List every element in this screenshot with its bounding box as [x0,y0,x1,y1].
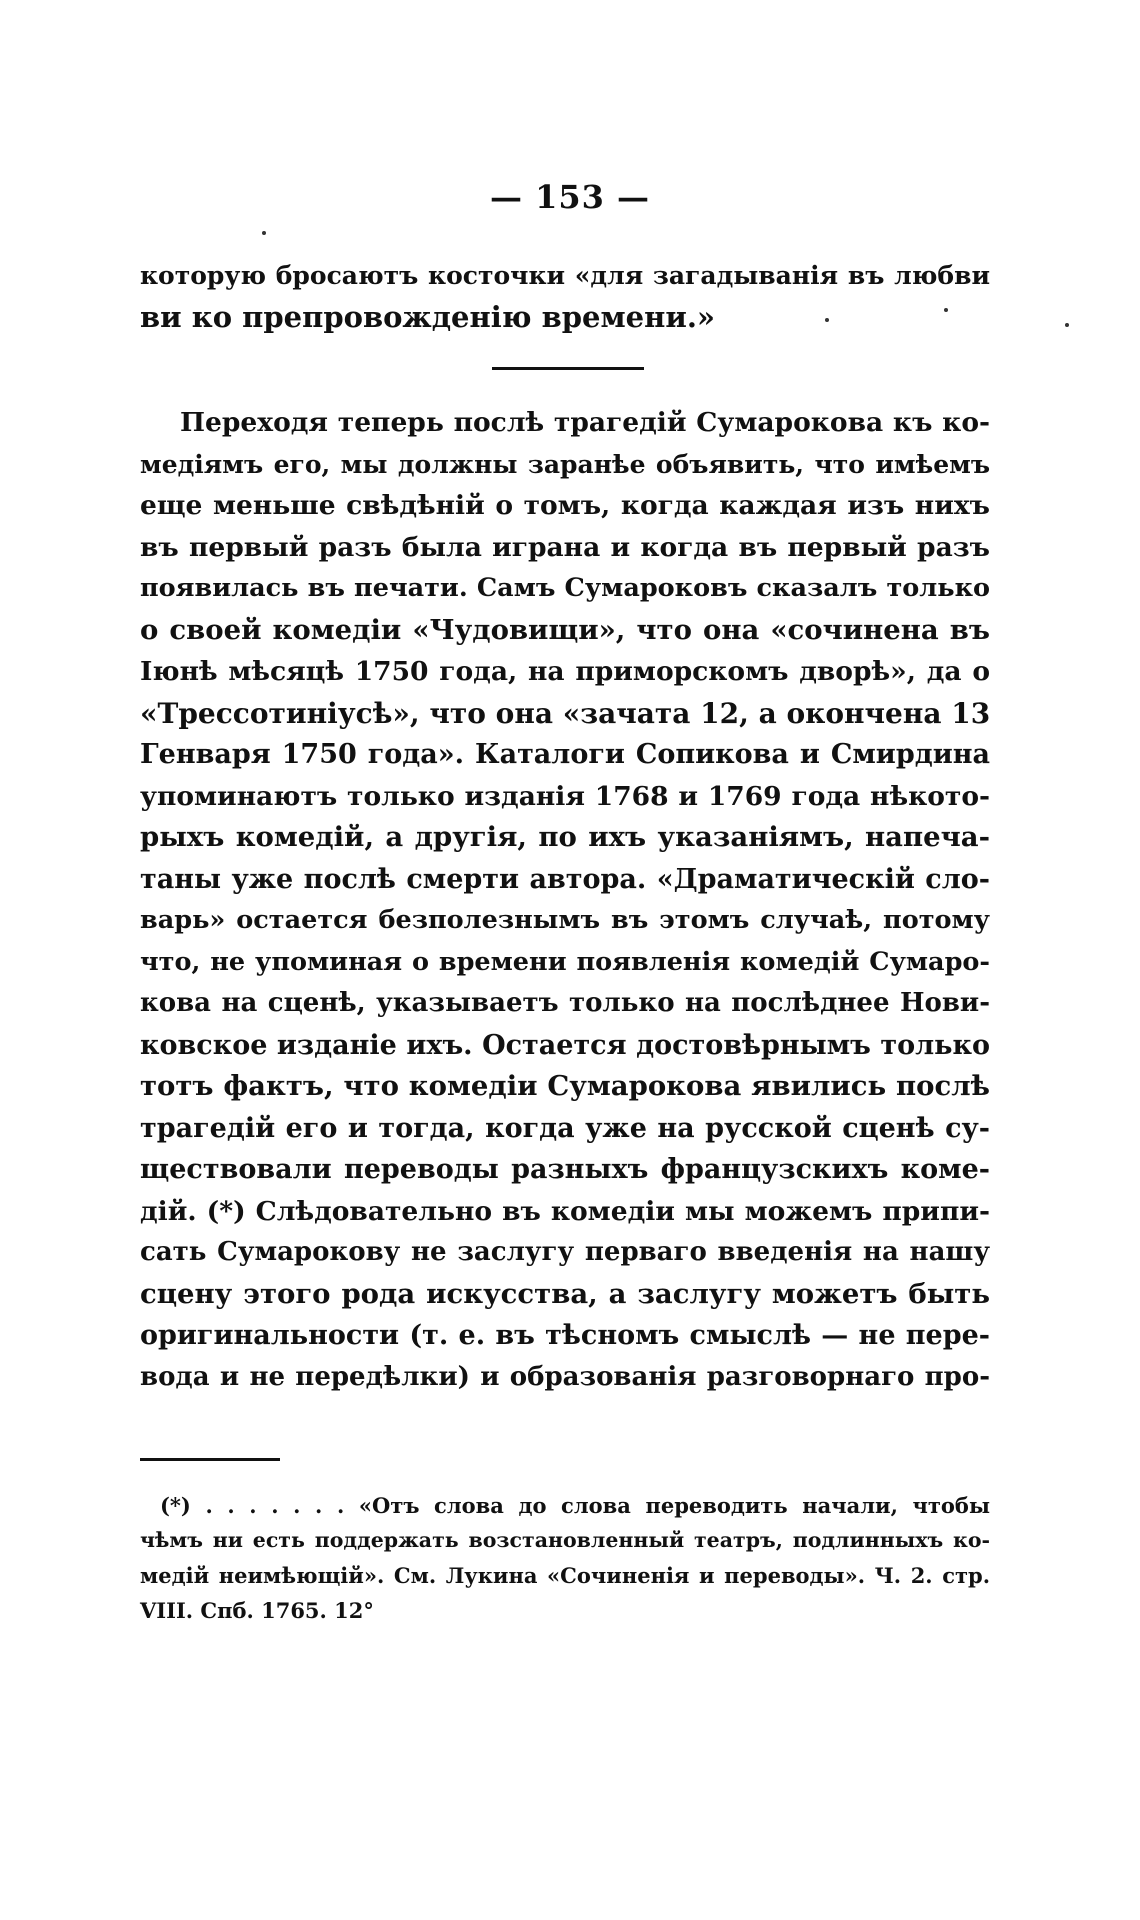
footnote-line: (*) . . . . . . . «Отъ слова до слова переводить начали, чтобы [160,1493,990,1518]
text-line: рыхъ комедій, а другія, по ихъ указаніямъ, напеча- [140,821,990,853]
text-line: о своей комедіи «Чудовищи», что она «сочинена въ [140,613,990,646]
print-speck [944,308,948,312]
text-line: которую бросаютъ косточки «для загадыванія въ любви [140,261,990,290]
text-line: вода и не передѣлки) и образованія разговорнаго про- [140,1361,990,1392]
opening-paragraph [140,255,990,338]
text-line: ви ко препровожденію времени.» [140,299,716,334]
text-line: что, не упоминая о времени появленія комедій Сумаро- [140,946,990,977]
text-line: медіямъ его, мы должны заранѣе объявить, что имѣемъ [140,449,990,479]
text-line: Генваря 1750 года». Каталоги Сопикова и Смирдина [140,739,990,770]
text-line: оригинальности (т. е. въ тѣсномъ смыслѣ — не пере- [140,1320,990,1351]
text-line: тотъ фактъ, что комедіи Сумарокова явились послѣ [140,1070,990,1102]
text-line: въ первый разъ была играна и когда въ первый разъ [140,531,990,563]
main-paragraph [140,402,990,1398]
text-line: дій. (*) Слѣдовательно въ комедіи мы можемъ припи- [140,1195,990,1227]
text-line: варь» остается безполезнымъ въ этомъ случаѣ, потому [140,905,990,935]
section-separator [492,367,644,370]
text-line: Переходя теперь послѣ трагедій Сумарокова къ ко- [180,407,990,438]
text-line: трагедій его и тогда, когда уже на русской сценѣ су- [140,1112,990,1144]
text-line: ществовали переводы разныхъ французскихъ коме- [140,1154,990,1185]
text-line: сцену этого рода искусства, а заслугу можетъ быть [140,1277,990,1310]
text-line: появилась въ печати. Самъ Сумароковъ сказалъ только [140,573,990,603]
footnote [140,1488,990,1628]
footnote-line: чѣмъ ни есть поддержать возстановленный театръ, подлинныхъ ко- [140,1528,990,1552]
footnote-line: VIII. Спб. 1765. 12° [140,1598,374,1623]
print-speck [262,231,266,235]
text-line: упоминаютъ только изданія 1768 и 1769 года нѣкото- [140,780,990,812]
print-speck [1065,323,1069,327]
print-speck [825,318,829,322]
text-line: сать Сумарокову не заслугу перваго введенія на нашу [140,1237,990,1267]
text-line: Іюнѣ мѣсяцѣ 1750 года, на приморскомъ дворѣ», да о [140,656,990,687]
page-number: — 153 — [489,178,651,216]
footnote-line: медій неимѣющій». См. Лукина «Сочиненія и переводы». Ч. 2. стр. [140,1563,990,1588]
text-line: кова на сценѣ, указываетъ только на послѣднее Нови- [140,988,990,1018]
text-line: «Трессотиніусѣ», что она «зачата 12, а окончена 13 [140,696,991,730]
text-line: еще меньше свѣдѣній о томъ, когда каждая изъ нихъ [140,490,990,521]
text-line: таны уже послѣ смерти автора. «Драматическій сло- [140,863,990,895]
footnote-rule [140,1458,280,1461]
text-line: ковское изданіе ихъ. Остается достовѣрнымъ только [140,1029,990,1061]
